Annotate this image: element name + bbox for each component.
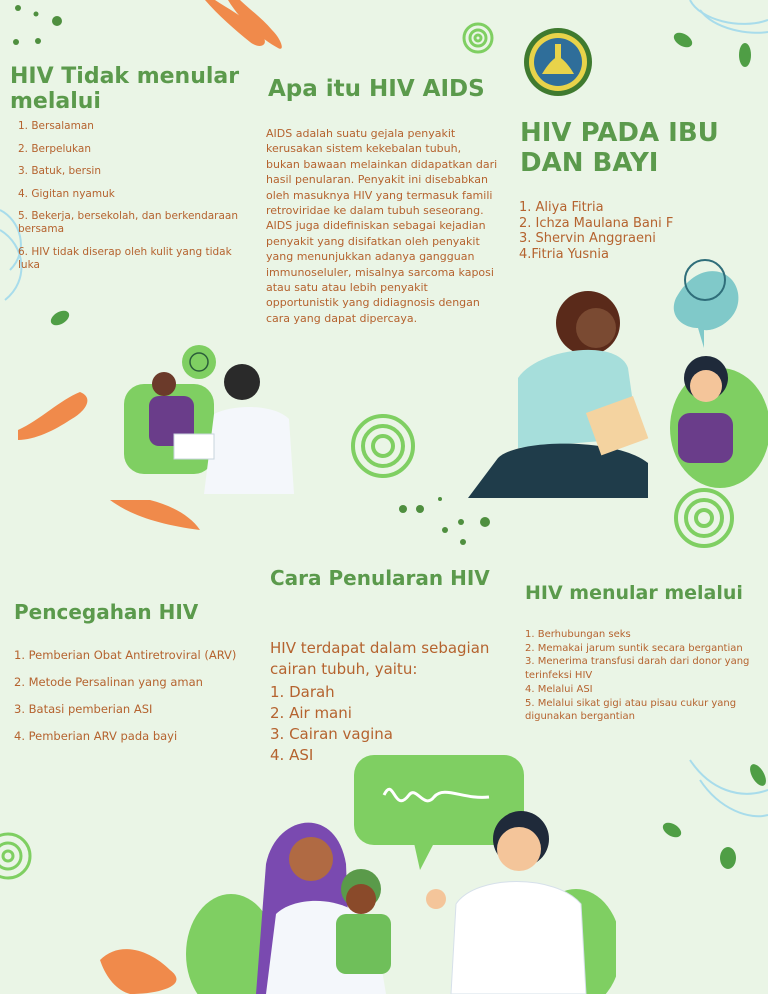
author-item: 4.Fitria Yusnia [519,246,609,262]
list-item: 2. Berpelukan [18,142,92,155]
list-item: 3. Cairan vagina [270,725,394,743]
list-item: 3. Batuk, bersin [18,165,102,177]
author-item: 1. Aliya Fitria [519,200,604,215]
list-item: 3. Menerima transfusi darah dari donor yang terinfeksi HIV [525,656,750,682]
mother-child-illustration [458,228,768,498]
panel-not-transmitted-list [18,120,254,281]
list-item: 4. Melalui ASI [525,683,593,695]
ministry-logo [522,26,594,98]
list-item: 5. Melalui sikat gigi atau pisau cukur yang digunakan bergantian [525,697,737,723]
list-item: 4. Gigitan nyamuk [18,187,115,200]
list-item: 4. ASI [270,746,314,764]
list-item: 2. Memakai jarum suntik secara bergantian [525,642,743,654]
list-item: 1. Bersalaman [18,120,94,132]
cover-title: HIV PADA IBU DAN BAYI [520,118,719,178]
list-item: 6. HIV tidak diserap oleh kulit yang tidak luka [18,245,232,271]
panel-what-is-title: Apa itu HIV AIDS [268,76,485,102]
list-item: 5. Bekerja, bersekolah, dan berkendaraan bersama [18,210,239,235]
author-item: 2. Ichza Maulana Bani F [519,215,674,231]
body-fluids-list [270,682,500,766]
list-item: 2. Air mani [270,704,352,722]
list-item: 1. Darah [270,683,335,701]
transmitted-title: HIV menular melalui [525,582,743,604]
consultation-illustration [186,804,616,994]
transmitted-list [525,628,765,724]
transmission-way-intro: HIV terdapat dalam sebagian cairan tubuh, yaitu: [270,639,490,678]
list-item: 3. Batasi pemberian ASI [14,702,153,716]
prevention-list [14,648,264,756]
transmission-way-title: Cara Penularan HIV [270,566,490,590]
panel-what-is-body: AIDS adalah suatu gejala penyakit kerusakan sistem kekebalan tubuh, bukan bawaan melainkan didapatkan dari hasil penularan. Penyakit ini disebabkan oleh masuknya HIV yang termasuk famili retroviridae ke dalam tubuh seseorang. AIDS juga didefiniskan sebagai kejadian penyakit yang disifatkan oleh penyakit yang menunjukkan adanya gangguan immunoseluler, misalnya sarcoma kaposi atau satu atau lebih penyakit opportunistik yang didiagnosis dengan cara yang dapat dipercaya. [266,127,498,325]
prevention-title: Pencegahan HIV [14,600,199,624]
list-item: 1. Pemberian Obat Antiretroviral (ARV) [14,648,237,662]
authors-list [519,200,759,262]
doctor-patient-illustration [124,344,304,494]
list-item: 4. Pemberian ARV pada bayi [14,729,178,743]
list-item: 1. Berhubungan seks [525,629,631,640]
list-item: 2. Metode Persalinan yang aman [14,675,203,689]
author-item: 3. Shervin Anggraeni [519,231,656,246]
panel-not-transmitted-title: HIV Tidak menular melalui [10,64,240,114]
